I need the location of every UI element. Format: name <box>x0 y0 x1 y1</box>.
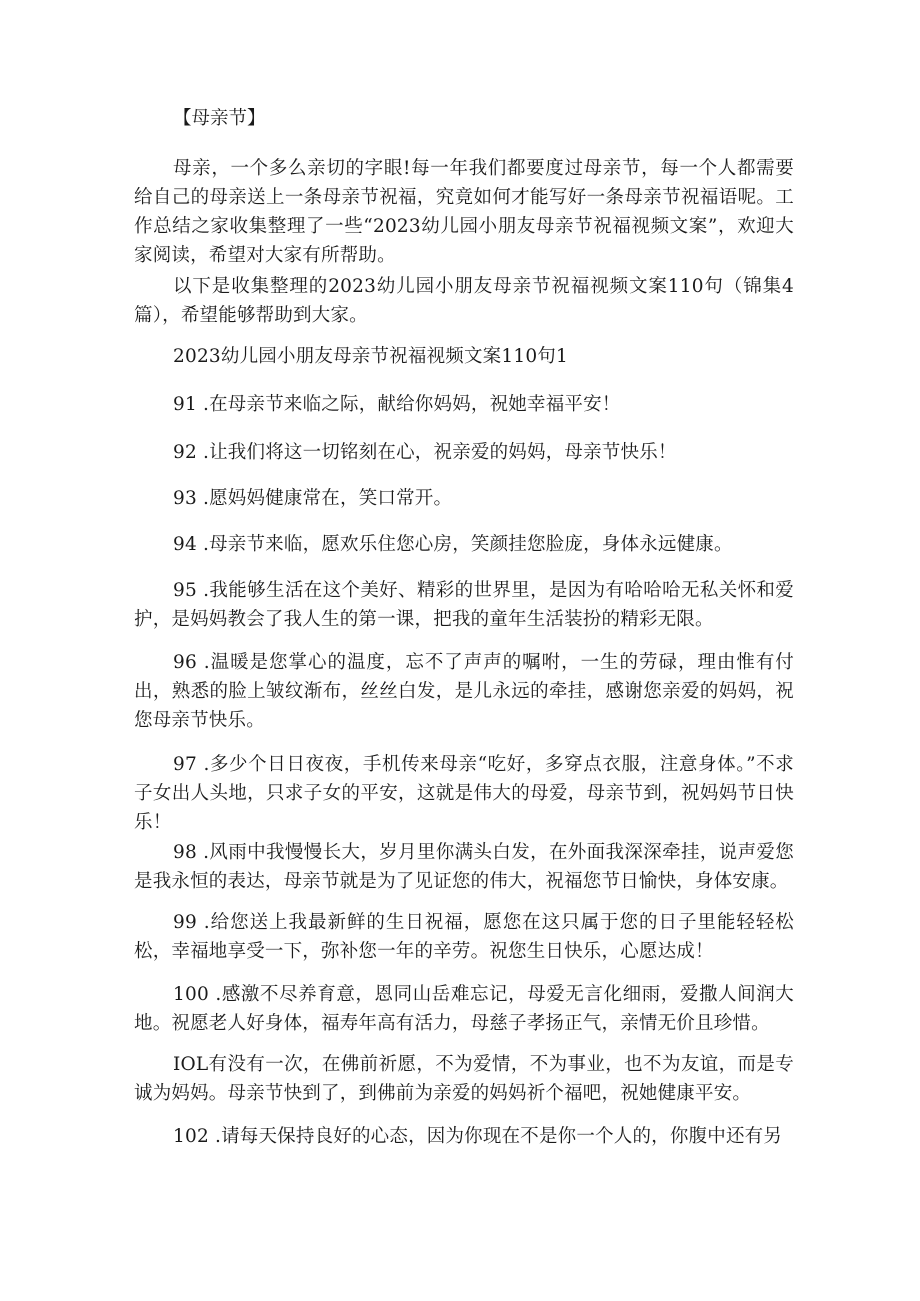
list-item-98: 98 .风雨中我慢慢长大，岁月里你满头白发，在外面我深深牵挂，说声爱您是我永恒的表达，母亲节就是为了见证您的伟大，祝福您节日愉快，身体安康。 <box>134 842 794 892</box>
section-title: 2023幼儿园小朋友母亲节祝福视频文案110句1 <box>173 346 568 367</box>
list-item-102: 102 .请每天保持良好的心态，因为你现在不是你一个人的，你腹中还有另 <box>173 1126 783 1147</box>
summary-paragraph: 以下是收集整理的2023幼儿园小朋友母亲节祝福视频文案110句（锦集4篇），希望能够帮助到大家。 <box>134 276 794 326</box>
list-item-97: 97 .多少个日日夜夜，手机传来母亲“吃好，多穿点衣服，注意身体。”不求子女出人头地，只求子女的平安，这就是伟大的母爱，母亲节到，祝妈妈节日快乐！ <box>134 754 794 833</box>
list-item-96: 96 .温暖是您掌心的温度，忘不了声声的嘱咐，一生的劳碌，理由惟有付出，熟悉的脸上皱纹渐布，丝丝白发，是儿永远的牵挂，感谢您亲爱的妈妈，祝您母亲节快乐。 <box>134 652 794 731</box>
list-item-94: 94 .母亲节来临，愿欢乐住您心房，笑颜挂您脸庞，身体永远健康。 <box>173 534 733 555</box>
list-item-95: 95 .我能够生活在这个美好、精彩的世界里，是因为有哈哈哈无私关怀和爱护，是妈妈教会了我人生的第一课，把我的童年生活装扮的精彩无限。 <box>134 580 794 630</box>
list-item-101: IOL有没有一次，在佛前祈愿，不为爱情，不为事业，也不为友谊，而是专诚为妈妈。母亲节快到了，到佛前为亲爱的妈妈祈个福吧，祝她健康平安。 <box>134 1054 794 1104</box>
list-item-92: 92 .让我们将这一切铭刻在心，祝亲爱的妈妈，母亲节快乐！ <box>173 442 677 463</box>
list-item-93: 93 .愿妈妈健康常在，笑口常开。 <box>173 488 453 509</box>
list-item-91: 91 .在母亲节来临之际，献给你妈妈，祝她幸福平安！ <box>173 394 621 415</box>
list-item-100: 100 .感激不尽养育意，恩同山岳难忘记，母爱无言化细雨，爱撒人间润大地。祝愿老人好身体，福寿年高有活力，母慈子孝扬正气，亲情无价且珍惜。 <box>134 984 794 1034</box>
list-item-99: 99 .给您送上我最新鲜的生日祝福，愿您在这只属于您的日子里能轻轻松松，幸福地享受一下，弥补您一年的辛劳。祝您生日快乐，心愿达成！ <box>134 912 794 962</box>
document-heading: 【母亲节】 <box>173 108 266 129</box>
intro-paragraph: 母亲，一个多么亲切的字眼!每一年我们都要度过母亲节，每一个人都需要给自己的母亲送上一条母亲节祝福，究竟如何才能写好一条母亲节祝福语呢。工作总结之家收集整理了一些“2023幼儿园小朋友母亲节祝福视频文案”，欢迎大家阅读，希望对大家有所帮助。 <box>134 158 794 266</box>
